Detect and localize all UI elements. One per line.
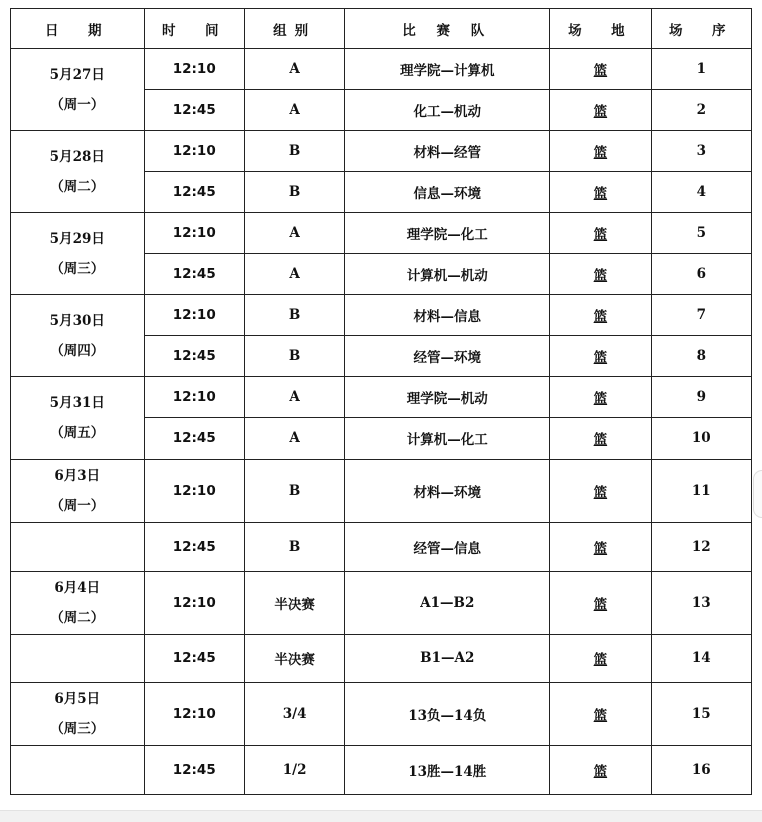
- sequence-cell: 4: [651, 172, 751, 213]
- table-row: [11, 634, 752, 682]
- weekday-text: （周三）: [50, 260, 105, 277]
- venue-text: 篮: [593, 391, 608, 408]
- sequence-cell: 8: [651, 336, 751, 377]
- venue-text: 篮: [593, 104, 608, 121]
- venue-text: 篮: [593, 432, 608, 449]
- group-cell: 半决赛: [244, 571, 344, 634]
- teams-cell: 材料—经管: [345, 131, 550, 172]
- weekday-text: （周四）: [50, 342, 105, 359]
- time-cell: 12:10: [144, 295, 244, 336]
- venue-text: 篮: [593, 484, 608, 501]
- date-cell-empty: [11, 522, 145, 571]
- time-cell: 12:45: [144, 418, 244, 459]
- time-cell: 12:45: [144, 522, 244, 571]
- sequence-cell: 6: [651, 254, 751, 295]
- date-cell: [11, 213, 145, 295]
- venue-cell: [550, 336, 651, 377]
- venue-cell: [550, 90, 651, 131]
- bottom-scrollbar-track[interactable]: [0, 810, 762, 822]
- time-cell: 12:45: [144, 172, 244, 213]
- group-cell: A: [244, 254, 344, 295]
- group-cell: B: [244, 459, 344, 522]
- group-cell: A: [244, 213, 344, 254]
- date-text: 5月27日: [49, 66, 105, 83]
- date-cell: [11, 459, 145, 522]
- teams-cell: 13胜—14胜: [345, 745, 550, 794]
- teams-cell: 经管—信息: [345, 522, 550, 571]
- sequence-cell: 9: [651, 377, 751, 418]
- venue-cell: [550, 418, 651, 459]
- date-cell-empty: [11, 634, 145, 682]
- group-cell: B: [244, 522, 344, 571]
- sequence-cell: 7: [651, 295, 751, 336]
- venue-text: 篮: [593, 596, 608, 613]
- table-row: [11, 459, 752, 522]
- date-text: 6月4日: [54, 579, 101, 596]
- venue-text: 篮: [593, 763, 608, 780]
- date-cell: [11, 295, 145, 377]
- weekday-text: （周三）: [50, 720, 105, 737]
- time-cell: 12:10: [144, 459, 244, 522]
- venue-text: 篮: [593, 268, 608, 285]
- sequence-cell: 2: [651, 90, 751, 131]
- table-row: [11, 213, 752, 254]
- date-text: 5月31日: [49, 394, 105, 411]
- venue-cell: [550, 522, 651, 571]
- group-cell: B: [244, 131, 344, 172]
- time-cell: 12:10: [144, 377, 244, 418]
- time-cell: 12:45: [144, 745, 244, 794]
- teams-cell: A1—B2: [345, 571, 550, 634]
- teams-cell: 经管—环境: [345, 336, 550, 377]
- time-cell: 12:10: [144, 682, 244, 745]
- time-cell: 12:10: [144, 49, 244, 90]
- venue-text: 篮: [593, 540, 608, 557]
- group-cell: B: [244, 295, 344, 336]
- group-cell: 半决赛: [244, 634, 344, 682]
- table-row: [11, 295, 752, 336]
- time-cell: 12:10: [144, 213, 244, 254]
- group-cell: A: [244, 90, 344, 131]
- date-text: 6月3日: [54, 467, 101, 484]
- teams-cell: 材料—环境: [345, 459, 550, 522]
- weekday-text: （周一）: [50, 96, 105, 113]
- date-cell: [11, 49, 145, 131]
- weekday-text: （周二）: [50, 609, 105, 626]
- date-text: 5月30日: [49, 312, 105, 329]
- sequence-cell: 13: [651, 571, 751, 634]
- page-edge-handle[interactable]: [753, 470, 762, 518]
- header-group: 组别: [244, 9, 344, 49]
- sequence-cell: 12: [651, 522, 751, 571]
- table-row: [11, 682, 752, 745]
- venue-cell: [550, 172, 651, 213]
- time-cell: 12:10: [144, 571, 244, 634]
- date-cell-empty: [11, 745, 145, 794]
- table-row: [11, 571, 752, 634]
- sequence-cell: 1: [651, 49, 751, 90]
- teams-cell: 理学院—计算机: [345, 49, 550, 90]
- weekday-text: （周二）: [50, 178, 105, 195]
- venue-text: 篮: [593, 145, 608, 162]
- venue-cell: [550, 213, 651, 254]
- date-cell: [11, 571, 145, 634]
- teams-cell: 理学院—化工: [345, 213, 550, 254]
- teams-cell: B1—A2: [345, 634, 550, 682]
- teams-cell: 信息—环境: [345, 172, 550, 213]
- group-cell: A: [244, 377, 344, 418]
- time-cell: 12:45: [144, 254, 244, 295]
- header-date: 日 期: [11, 9, 145, 49]
- date-cell: [11, 377, 145, 459]
- group-cell: A: [244, 418, 344, 459]
- venue-cell: [550, 49, 651, 90]
- weekday-text: （周五）: [50, 424, 105, 441]
- date-cell: [11, 682, 145, 745]
- sequence-cell: 3: [651, 131, 751, 172]
- venue-cell: [550, 682, 651, 745]
- table-row: [11, 49, 752, 90]
- teams-cell: 理学院—机动: [345, 377, 550, 418]
- venue-text: 篮: [593, 227, 608, 244]
- teams-cell: 计算机—化工: [345, 418, 550, 459]
- match-schedule-table: [10, 8, 752, 795]
- venue-text: 篮: [593, 309, 608, 326]
- venue-text: 篮: [593, 652, 608, 669]
- venue-cell: [550, 254, 651, 295]
- venue-text: 篮: [593, 350, 608, 367]
- sequence-cell: 15: [651, 682, 751, 745]
- sequence-cell: 11: [651, 459, 751, 522]
- venue-text: 篮: [593, 186, 608, 203]
- venue-cell: [550, 571, 651, 634]
- table-row: [11, 522, 752, 571]
- sequence-cell: 5: [651, 213, 751, 254]
- group-cell: A: [244, 49, 344, 90]
- venue-text: 篮: [593, 63, 608, 80]
- time-cell: 12:10: [144, 131, 244, 172]
- venue-cell: [550, 131, 651, 172]
- venue-cell: [550, 295, 651, 336]
- sequence-cell: 14: [651, 634, 751, 682]
- date-cell: [11, 131, 145, 213]
- group-cell: 3/4: [244, 682, 344, 745]
- table-row: [11, 131, 752, 172]
- venue-text: 篮: [593, 707, 608, 724]
- header-teams: 比 赛 队: [345, 9, 550, 49]
- group-cell: B: [244, 336, 344, 377]
- date-text: 5月29日: [49, 230, 105, 247]
- group-cell: 1/2: [244, 745, 344, 794]
- sequence-cell: 16: [651, 745, 751, 794]
- venue-cell: [550, 634, 651, 682]
- group-cell: B: [244, 172, 344, 213]
- venue-cell: [550, 745, 651, 794]
- table-header-row: [11, 9, 752, 49]
- date-text: 5月28日: [49, 148, 105, 165]
- teams-cell: 计算机—机动: [345, 254, 550, 295]
- teams-cell: 13负—14负: [345, 682, 550, 745]
- venue-cell: [550, 459, 651, 522]
- venue-cell: [550, 377, 651, 418]
- table-row: [11, 745, 752, 794]
- time-cell: 12:45: [144, 634, 244, 682]
- table-row: [11, 377, 752, 418]
- header-time: 时 间: [144, 9, 244, 49]
- header-venue: 场 地: [550, 9, 651, 49]
- time-cell: 12:45: [144, 90, 244, 131]
- date-text: 6月5日: [54, 690, 101, 707]
- time-cell: 12:45: [144, 336, 244, 377]
- teams-cell: 材料—信息: [345, 295, 550, 336]
- sequence-cell: 10: [651, 418, 751, 459]
- header-sequence: 场 序: [651, 9, 751, 49]
- teams-cell: 化工—机动: [345, 90, 550, 131]
- weekday-text: （周一）: [50, 497, 105, 514]
